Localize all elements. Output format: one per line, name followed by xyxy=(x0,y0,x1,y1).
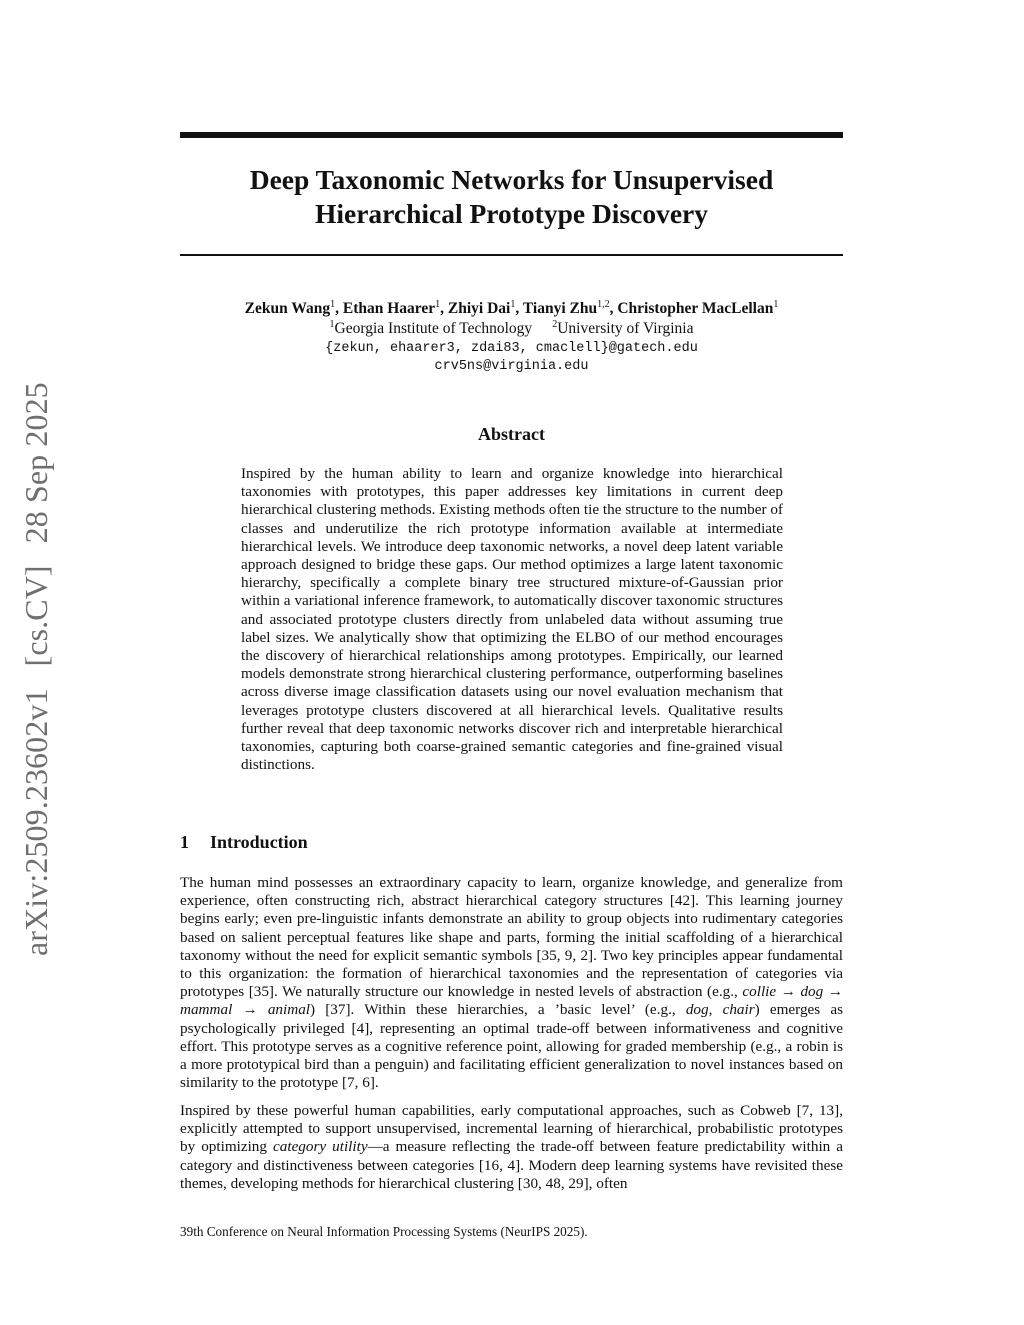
title-line-1: Deep Taxonomic Networks for Unsupervised xyxy=(249,164,774,195)
email-line-2[interactable]: crv5ns@virginia.edu xyxy=(434,359,589,374)
arxiv-id: arXiv:2509.23602v1 xyxy=(18,688,54,956)
author-name: Zekun Wang xyxy=(244,300,331,317)
example-chair: chair xyxy=(722,1001,755,1019)
author-affil-mark: 1 xyxy=(330,299,336,310)
author-name: Zhiyi Dai xyxy=(447,300,511,317)
arxiv-date: 28 Sep 2025 xyxy=(18,382,54,544)
author-name: Tianyi Zhu xyxy=(522,300,598,317)
arxiv-identifier xyxy=(16,382,56,956)
affil-mark: 1 xyxy=(329,319,335,330)
intro-paragraph-1: The human mind possesses an extraordinary capacity to learn, organize knowledge, and generalize from experience, often constructing rich, abstract hierarchical category structures [42]. This learning journey begins early; even pre-linguistic infants demonstrate an ability to group objects into rudimentary categories based on salient perceptual features like shape and parts, forming the initial scaffolding of a hierarchical taxonomy without the need for explicit semantic symbols [35, 9, 2]. Two key principles appear fundamental to this organization: the formation of hierarchical taxonomies and the representation of categories via prototypes [35]. We naturally structure our knowledge in nested levels of abstraction (e.g., collie → dog → mammal → animal) [37]. Within these hierarchies, a ’basic level’ (e.g., dog, chair) emerges as psychologically privileged [4], representing an optimal trade-off between informativeness and cognitive effort. This prototype serves as a cognitive reference point, allowing for graded membership (e.g., a robin is a more prototypical bird than a penguin) and facilitating efficient generalization to novel instances based on similarity to the prototype [7, 6]. xyxy=(180,874,844,1092)
title-line-2: Hierarchical Prototype Discovery xyxy=(314,198,709,229)
author-affil-mark: 1 xyxy=(773,299,779,310)
author-list: Zekun Wang$^1$, Ethan Haarer$^1$, Zhiyi Dai$^1$, Tianyi Zhu$^{1,2}$, Christopher MacLellan$^1$ xyxy=(244,299,779,317)
example-dog: dog xyxy=(685,1001,709,1019)
section-title: Introduction xyxy=(210,832,308,852)
category-utility-term: category utility xyxy=(273,1138,368,1156)
author-affil-mark: 1 xyxy=(510,299,516,310)
affil-name: University of Virginia xyxy=(557,320,694,337)
title-bottom-rule xyxy=(180,254,843,256)
conference-footnote: 39th Conference on Neural Information Processing Systems (NeurIPS 2025). xyxy=(180,1224,588,1239)
author-affil-mark: 1 xyxy=(435,299,441,310)
section-heading xyxy=(180,831,580,853)
arxiv-category: [cs.CV] xyxy=(18,565,54,667)
author-affil-mark: 1,2 xyxy=(597,299,610,310)
affiliations xyxy=(180,319,843,339)
affil-name: Georgia Institute of Technology xyxy=(334,320,533,337)
section-number: 1 xyxy=(180,832,189,852)
affil-mark: 2 xyxy=(552,319,558,330)
abstract-heading: Abstract xyxy=(478,424,545,444)
author-name: Ethan Haarer xyxy=(342,300,436,317)
title-top-rule xyxy=(180,132,843,138)
taxonomy-chain: collie → dog → mammal → animal xyxy=(180,983,844,1019)
abstract-text: Inspired by the human ability to learn and organize knowledge into hierarchical taxonomies with prototypes, this paper addresses key limitations in current deep hierarchical clustering methods. Existing methods often tie the structure to the number of classes and underutilize the rich prototype information available at intermediate hierarchical levels. We introduce deep taxonomic networks, a novel deep latent variable approach designed to bridge these gaps. Our method optimizes a large latent taxonomic hierarchy, specifically a complete binary tree structured mixture-of-Gaussian prior within a variational inference framework, to automatically discover taxonomic structures and associated prototype clusters directly from unlabeled data without assuming true label sizes. We analytically show that optimizing the ELBO of our method encourages the discovery of hierarchical relationships among prototypes. Empirically, our learned models demonstrate strong hierarchical clustering performance, outperforming baselines across diverse image classification datasets using our novel evaluation mechanism that leverages prototype clusters discovered at all hierarchical levels. Qualitative results further reveal that deep taxonomic networks discover rich and interpretable hierarchical taxonomies, capturing both coarse-grained semantic categories and fine-grained visual distinctions. xyxy=(241,465,783,774)
author-name: Christopher MacLellan xyxy=(617,300,774,317)
email-line-1[interactable]: {zekun, ehaarer3, zdai83, cmaclell}@gatech.edu xyxy=(325,341,698,356)
paper-title xyxy=(180,163,843,231)
intro-paragraph-2: Inspired by these powerful human capabilities, early computational approaches, such as Cobweb [7, 13], explicitly attempted to support unsupervised, incremental learning of hierarchical, probabilistic prototypes by optimizing category utility—a measure reflecting the trade-off between feature predictability within a category and distinctiveness between categories [16, 4]. Modern deep learning systems have revisited these themes, developing methods for hierarchical clustering [30, 48, 29], often xyxy=(180,1102,844,1192)
